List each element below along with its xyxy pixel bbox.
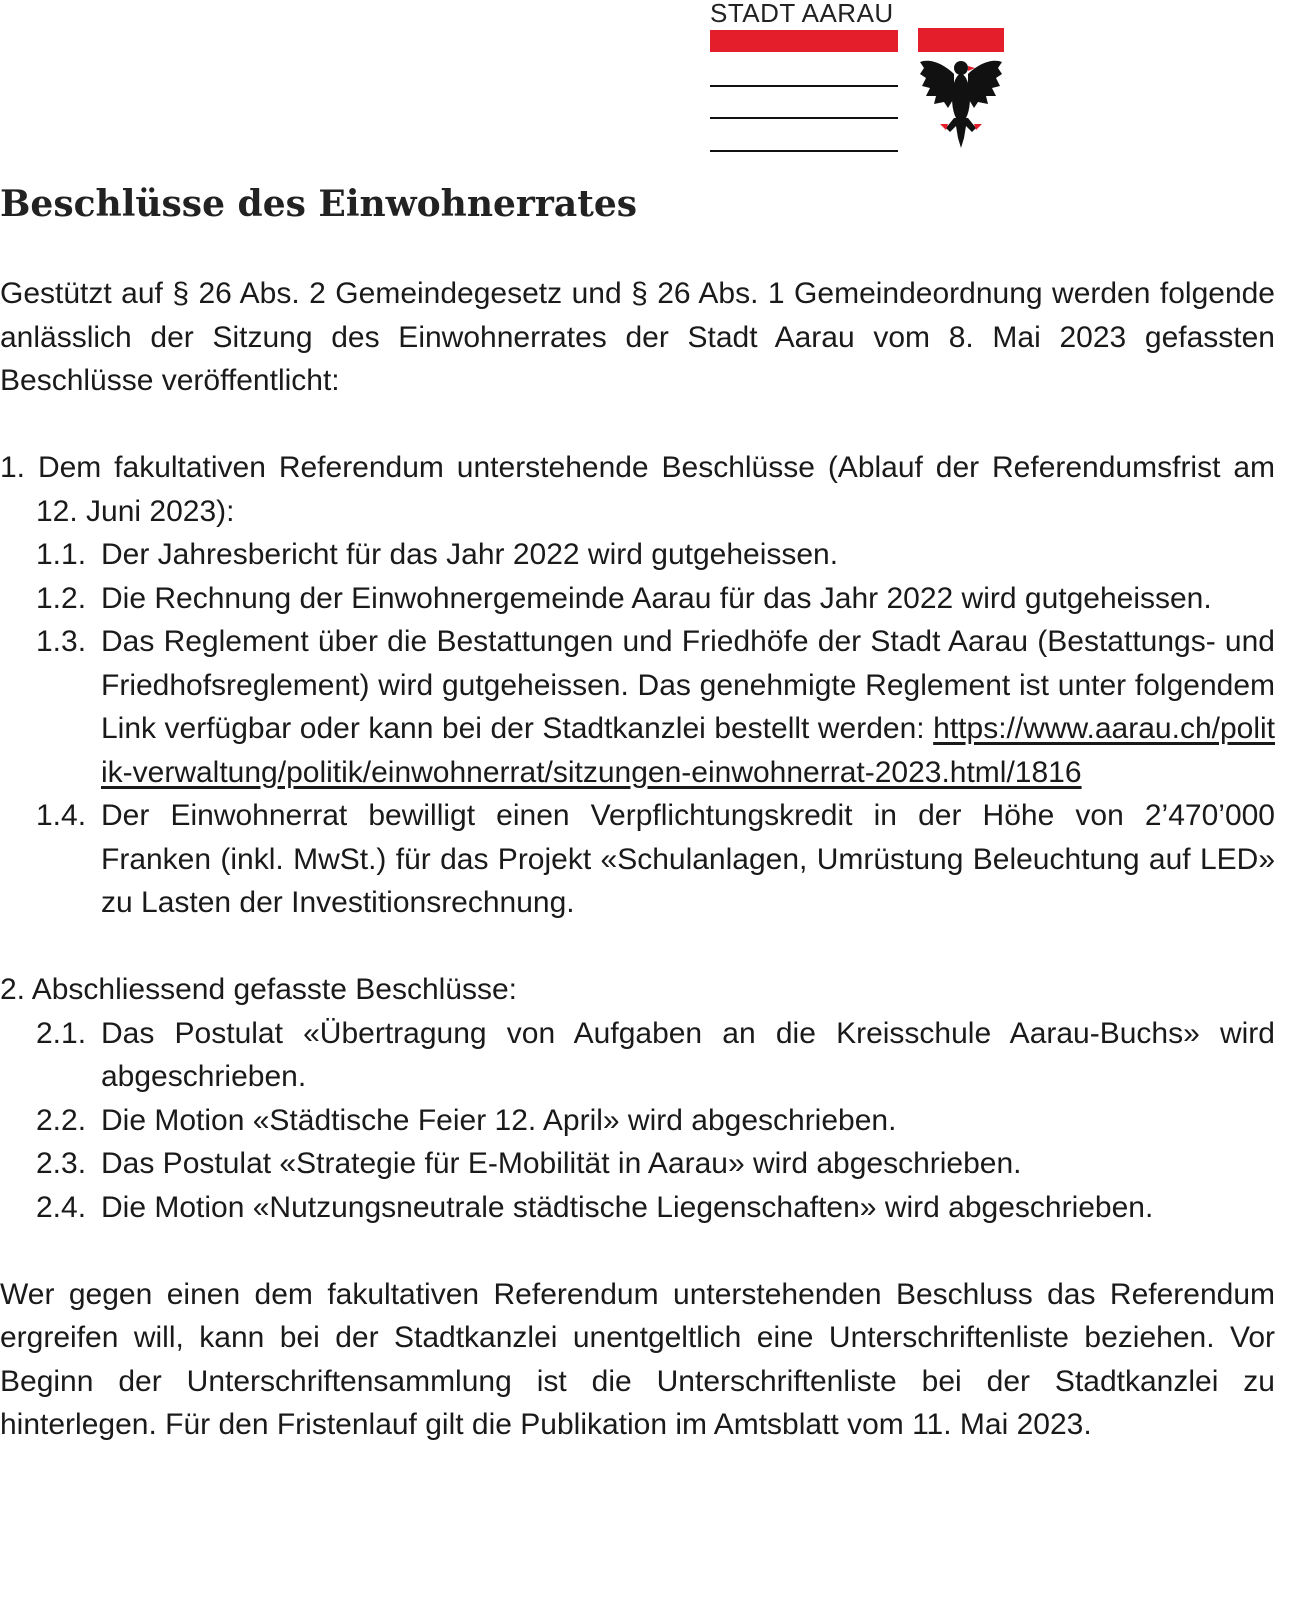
logo-line: [710, 150, 898, 152]
item-number: 1.4.: [36, 799, 87, 832]
logo-line: [710, 85, 898, 87]
item-number: 1.3.: [36, 625, 87, 658]
reglement-link[interactable]: https://www.aarau.ch/politik-verwaltung/politik/einwohnerrat/sitzungen-einwohnerrat-2023.html/1816: [101, 712, 1275, 789]
item-number: 2.4.: [36, 1190, 87, 1224]
list-item: [0, 1186, 1275, 1230]
list-item: [0, 1099, 1275, 1143]
stadt-aarau-logo: [710, 0, 1010, 160]
section-2: [0, 968, 1275, 1229]
aarau-eagle-crest-icon: [918, 28, 1004, 150]
section-items: [0, 533, 1275, 925]
item-text: Das Reglement über die Bestattungen und Friedhöfe der Stadt Aarau (Bestattungs- und Friedhofsreglement) wird gutgeheissen. Das genehmigte Reglement ist unter folgendem Link verfügbar oder kann bei der Stadtkanzlei bestellt werden:: [101, 625, 1275, 745]
item-number: 1.1.: [36, 538, 87, 571]
logo-text: STADT AARAU: [710, 0, 894, 28]
page-title: Beschlüsse des Einwohnerrates: [0, 183, 637, 225]
item-number: 1.2.: [36, 581, 87, 615]
list-item: [0, 577, 1275, 621]
logo-line: [710, 117, 898, 119]
intro-paragraph: Gestützt auf § 26 Abs. 2 Gemeindegesetz und § 26 Abs. 1 Gemeindeordnung werden folgende anlässlich der Sitzung des Einwohnerrates der Stadt Aarau vom 8. Mai 2023 gefassten Beschlüsse veröffentlicht:: [0, 277, 1275, 397]
item-text: Das Postulat «Strategie für E-Mobilität in Aarau» wird abgeschrieben.: [101, 1147, 1022, 1180]
item-number: 2.1.: [36, 1016, 87, 1050]
item-text: Die Rechnung der Einwohnergemeinde Aarau für das Jahr 2022 wird gutgeheissen.: [101, 581, 1212, 615]
list-item: [0, 620, 1275, 794]
section-heading: [0, 968, 1275, 1012]
item-text: Das Postulat «Übertragung von Aufgaben an die Kreisschule Aarau-Buchs» wird abgeschrieben.: [101, 1016, 1275, 1093]
section-heading-text: Dem fakultativen Referendum unterstehende Beschlüsse (Ablauf der Referendumsfrist am 12. Juni 2023):: [36, 451, 1275, 528]
referendum-notice: Wer gegen einen dem fakultativen Referendum unterstehenden Beschluss das Referendum ergreifen will, kann bei der Stadtkanzlei unentgeltlich eine Unterschriftenliste beziehen. Vor Beginn der Unterschriftensammlung ist die Unterschriftenliste bei der Stadtkanzlei zu hinterlegen. Für den Fristenlauf gilt die Publikation im Amtsblatt vom 11. Mai 2023.: [0, 1277, 1275, 1441]
logo-red-bar: [710, 30, 898, 52]
section-1: [0, 446, 1275, 925]
item-text: Die Motion «Nutzungsneutrale städtische Liegenschaften» wird abgeschrieben.: [101, 1190, 1154, 1224]
document-body: [0, 272, 1275, 1447]
section-number: 2.: [0, 973, 26, 1006]
item-number: 2.2.: [36, 1103, 87, 1137]
section-number: 1.: [0, 451, 26, 484]
section-heading: [0, 446, 1275, 533]
section-heading-text: Abschliessend gefasste Beschlüsse:: [31, 973, 517, 1006]
list-item: [0, 1142, 1275, 1186]
eagle-icon: [920, 61, 1002, 148]
item-text: Der Einwohnerrat bewilligt einen Verpflichtungskredit in der Höhe von 2’470’000 Franken (inkl. MwSt.) für das Projekt «Schulanlagen, Umrüstung Beleuchtung auf LED» zu Lasten der Investitionsrechnung.: [101, 799, 1275, 919]
item-text: Der Jahresbericht für das Jahr 2022 wird gutgeheissen.: [101, 538, 839, 571]
item-text: Die Motion «Städtische Feier 12. April» wird abgeschrieben.: [101, 1103, 897, 1137]
list-item: [0, 794, 1275, 925]
item-number: 2.3.: [36, 1147, 87, 1180]
list-item: [0, 1012, 1275, 1099]
list-item: [0, 533, 1275, 577]
section-items: [0, 1012, 1275, 1230]
crest-red-chief: [918, 28, 1004, 52]
